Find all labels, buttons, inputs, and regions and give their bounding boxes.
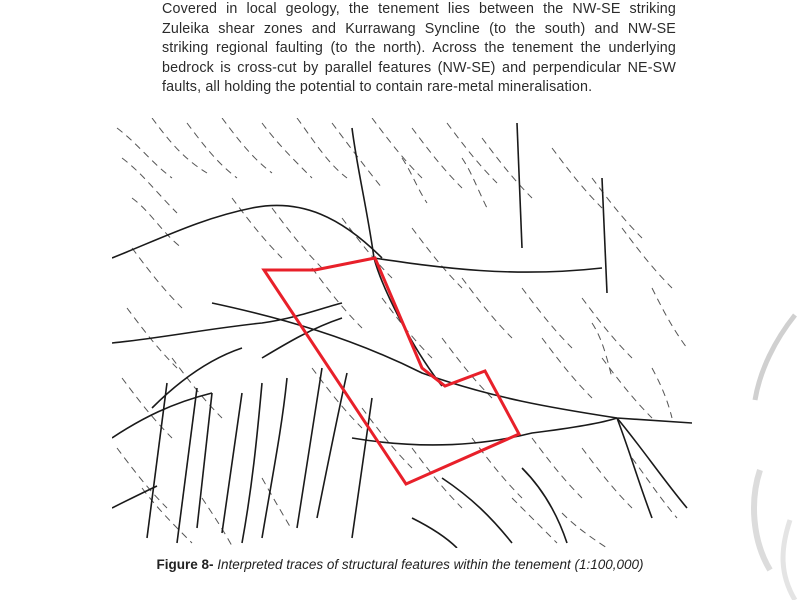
tenement-boundary — [264, 258, 519, 484]
structural-map — [112, 118, 692, 548]
body-paragraph: Covered in local geology, the tenement lies between the NW-SE striking Zuleika shear zones and Kurrawang Syncline (to the south) and NW-SE striking regional faulting (to the north). Across the tenement the underlying bedrock is cross-cut by parallel features (NW-SE) and perpendicular NE-SW faults, all holding the potential to contain rare-metal mineralisation. — [162, 1, 676, 96]
structural-map-svg — [112, 118, 692, 548]
fault-lines — [112, 123, 692, 548]
decorative-stripes — [680, 300, 800, 600]
figure-caption — [150, 555, 650, 574]
figure-label: Figure 8- — [156, 557, 214, 572]
figure-caption-text: Interpreted traces of structural features within the tenement (1:100,000) — [213, 557, 644, 572]
